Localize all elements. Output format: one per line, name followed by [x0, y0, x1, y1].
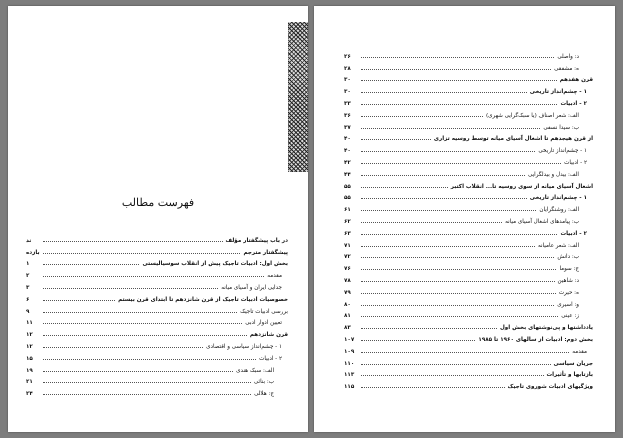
toc-entry-title: ه: مشفقی: [554, 65, 579, 72]
toc-entry: [344, 72, 593, 84]
toc-entry-page: ۲۶: [344, 53, 351, 60]
toc-entry: [26, 338, 288, 350]
toc-entry: [344, 95, 593, 107]
dot-leader: [43, 394, 251, 395]
toc-entry: [344, 296, 593, 308]
toc-title: فهرست مطالب: [121, 196, 195, 209]
toc-entry-title: یادداشتها و پی‌نوشتهای بخش اول: [499, 325, 593, 332]
toc-entry-title: از قرن هیجدهم تا اشغال آسیای میانه توسط روسیه تزاری: [433, 136, 593, 143]
toc-entry: [344, 225, 593, 237]
dot-leader: [361, 257, 554, 258]
toc-entry-page: ۸۱: [344, 313, 351, 320]
toc-entry: [26, 256, 288, 268]
dot-leader: [361, 210, 536, 211]
dot-leader: [361, 281, 555, 282]
toc-entry-title: ۱ - چشم‌انداز تاریخی: [538, 148, 587, 155]
toc-entry-page: ۲۸: [344, 65, 351, 72]
toc-entry: [344, 131, 593, 143]
dot-leader: [361, 139, 431, 140]
dot-leader: [361, 57, 554, 58]
toc-entry: [26, 244, 288, 256]
toc-entry-title: ب: بنائی: [253, 379, 274, 386]
toc-entry: [26, 385, 288, 397]
toc-entry-title: الف: شعر عامیانه: [538, 242, 579, 249]
dot-leader: [361, 269, 556, 270]
toc-entry-title: مقدمه: [267, 273, 282, 280]
toc-entry-page: ۱۱۰: [344, 360, 355, 367]
toc-entry-title: ۱ - چشم‌انداز تاریخی: [529, 89, 587, 96]
dot-leader: [361, 375, 544, 376]
toc-entry-page: ۲: [26, 273, 30, 280]
toc-entry-page: ۴۰: [344, 148, 351, 155]
toc-entry-title: اشغال آسیای میانه از سوی روسیه تا... انقلاب اکتبر: [450, 183, 593, 190]
dot-leader: [361, 151, 535, 152]
right-page: [314, 6, 615, 432]
toc-entry-title: در باب پیشگفتار مؤلف: [225, 237, 288, 244]
toc-entry: [344, 272, 593, 284]
dot-leader: [43, 288, 218, 289]
toc-entry-page: ۴۴: [344, 171, 351, 178]
toc-entry: [26, 315, 288, 327]
dot-leader: [43, 347, 203, 348]
toc-entry-page: ۳: [26, 284, 30, 291]
dot-leader: [361, 69, 551, 70]
toc-entry: [344, 142, 593, 154]
toc-entry-title: خصوصیات ادبیات تاجیک از قرن شانزدهم تا ابتدای قرن بیستم: [118, 296, 288, 303]
toc-entry-page: ۳۰: [344, 77, 351, 84]
toc-entry-page: ۱۰۷: [344, 336, 355, 343]
dot-leader: [43, 241, 223, 242]
toc-entry-page: ۶۱: [344, 207, 351, 214]
toc-entry: [344, 308, 593, 320]
dot-leader: [361, 246, 535, 247]
toc-entry-page: ۳۷: [344, 124, 351, 131]
toc-entry-page: ۷۲: [344, 254, 351, 261]
toc-entry-page: ۶۲: [344, 218, 351, 225]
toc-entry-page: ۷۱: [344, 242, 351, 249]
toc-entry-title: جدایی ایران و آسیای میانه: [221, 284, 282, 291]
toc-entry-title: مقدمه: [572, 348, 587, 355]
toc-entry-page: ۷۹: [344, 289, 351, 296]
toc-entry-page: ۲۱: [26, 379, 33, 386]
toc-entry-page: ۸۳: [344, 325, 351, 332]
toc-entry: [344, 284, 593, 296]
toc-entry-page: ۳۶: [344, 112, 351, 119]
toc-entry-page: ۶۳: [344, 230, 351, 237]
toc-entry-title: جریان سیاسی: [553, 360, 593, 367]
toc-entry-title: الف: بیدل و بیدلگرایی: [527, 171, 579, 178]
toc-entry: [344, 201, 593, 213]
dot-leader: [43, 359, 256, 360]
dot-leader: [43, 276, 264, 277]
left-page: [8, 6, 308, 432]
dot-leader: [43, 371, 233, 372]
toc-entry-title: د: واصلی: [557, 53, 579, 60]
toc-entry-title: الف: شعر اصناف (یا سبک‌گرایی شهری): [485, 112, 579, 119]
dot-leader: [361, 187, 448, 188]
toc-entry-title: ب: سیدا نسفی: [543, 124, 579, 131]
toc-entry: [344, 319, 593, 331]
dot-leader: [43, 323, 242, 324]
toc-entry: [344, 166, 593, 178]
toc-list-left: [26, 232, 288, 397]
dot-leader: [361, 175, 525, 176]
toc-entry: [344, 237, 593, 249]
toc-entry: [26, 326, 288, 338]
toc-entry-page: ۵۵: [344, 183, 351, 190]
dot-leader: [361, 293, 556, 294]
page-edge-hatching: [288, 22, 308, 172]
dot-leader: [361, 116, 483, 117]
dot-leader: [361, 328, 497, 329]
toc-entry-title: بررسی ادبیات تاجیک: [240, 308, 288, 315]
toc-entry: [344, 260, 593, 272]
dot-leader: [361, 92, 527, 93]
toc-entry-title: بازتابها و تأثیرات: [546, 372, 593, 379]
toc-entry-page: ۶: [26, 296, 30, 303]
toc-entry: [26, 374, 288, 386]
toc-entry-title: ویژگیهای ادبیات شوروی تاجیک: [507, 384, 593, 391]
toc-entry: [344, 107, 593, 119]
dot-leader: [361, 305, 554, 306]
toc-entry: [344, 190, 593, 202]
dot-leader: [43, 335, 247, 336]
toc-entry: [26, 279, 288, 291]
dot-leader: [361, 80, 557, 81]
toc-entry-page: ۱۵: [26, 355, 33, 362]
toc-entry: [344, 378, 593, 390]
toc-entry-page: ۸۰: [344, 301, 351, 308]
toc-entry: [344, 154, 593, 166]
toc-entry-page: ۱۹: [26, 367, 33, 374]
toc-entry: [26, 350, 288, 362]
toc-entry-page: ۱۲: [26, 332, 33, 339]
dot-leader: [43, 312, 237, 313]
toc-entry-title: ه: حیرت: [558, 289, 579, 296]
toc-entry-title: قرن شانزدهم: [249, 332, 288, 339]
toc-entry-title: تعیین ادوار ادبی: [245, 320, 282, 327]
dot-leader: [43, 264, 139, 265]
toc-entry-page: ۲۴: [26, 391, 33, 398]
toc-entry-page: ۱۱: [26, 320, 33, 327]
toc-entry-page: ۱۱۵: [344, 384, 355, 391]
toc-entry: [344, 355, 593, 367]
toc-entry-title: قرن هفدهم: [559, 77, 593, 84]
dot-leader: [361, 222, 502, 223]
toc-entry-title: ۲ - ادبیات: [560, 230, 587, 237]
dot-leader: [361, 198, 527, 199]
toc-entry-title: الف: روشنگرایان: [539, 207, 579, 214]
toc-entry-page: ند: [26, 237, 32, 244]
toc-entry-title: بخش دوم: ادبیات از سالهای ۱۹۶۰ تا ۱۹۸۵: [478, 336, 593, 343]
toc-entry: [26, 291, 288, 303]
toc-entry-page: ۱۲: [26, 343, 33, 350]
toc-entry-title: ب: دانش: [557, 254, 579, 261]
toc-entry-title: پیشگفتار مترجم: [243, 249, 288, 256]
toc-entry: [26, 362, 288, 374]
toc-entry: [344, 343, 593, 355]
dot-leader: [361, 340, 475, 341]
dot-leader: [43, 382, 251, 383]
dot-leader: [361, 316, 558, 317]
toc-entry-title: ب: پیامدهای اشغال آسیای میانه: [505, 218, 579, 225]
toc-entry-title: ۱ - چشم‌انداز سیاسی و اقتصادی: [206, 343, 282, 350]
toc-entry-title: ۱ - چشم‌انداز تاریخی: [529, 195, 587, 202]
toc-entry: [344, 48, 593, 60]
toc-entry-title: ۲ - ادبیات: [259, 355, 282, 362]
toc-entry: [344, 119, 593, 131]
dot-leader: [43, 253, 240, 254]
dot-leader: [361, 128, 540, 129]
toc-entry-title: ج: سوما: [559, 266, 579, 273]
toc-entry-page: ۹: [26, 308, 30, 315]
toc-list-right: [344, 48, 593, 390]
dot-leader: [43, 300, 115, 301]
toc-entry: [344, 331, 593, 343]
toc-entry: [344, 83, 593, 95]
toc-entry: [26, 267, 288, 279]
toc-entry: [26, 303, 288, 315]
toc-entry: [344, 249, 593, 261]
toc-entry-page: ۳۳: [344, 100, 351, 107]
dot-leader: [361, 364, 551, 365]
toc-entry-page: بازده: [26, 249, 40, 256]
toc-entry-page: ۱۰۹: [344, 348, 355, 355]
toc-entry-title: و: اسیری: [557, 301, 579, 308]
dot-leader: [361, 387, 505, 388]
toc-entry-page: ۴۲: [344, 159, 351, 166]
toc-entry-title: ز: عینی: [561, 313, 579, 320]
toc-entry-title: الف: سبک هندی: [236, 367, 274, 374]
toc-entry-page: ۱۱۳: [344, 372, 355, 379]
toc-entry-title: ۲ - ادبیات: [560, 100, 587, 107]
toc-entry: [344, 367, 593, 379]
toc-entry-page: ۷۸: [344, 277, 351, 284]
toc-entry: [344, 178, 593, 190]
toc-entry-page: ۴۰: [344, 136, 351, 143]
toc-entry-page: ۷۶: [344, 266, 351, 273]
toc-entry: [26, 232, 288, 244]
toc-entry-page: ۳۰: [344, 89, 351, 96]
toc-entry-page: ۵۵: [344, 195, 351, 202]
toc-entry-page: ۱: [26, 261, 30, 268]
dot-leader: [361, 234, 557, 235]
toc-entry-title: ج: هلالی: [254, 391, 274, 398]
toc-entry-title: د: شاهین: [557, 277, 579, 284]
dot-leader: [361, 163, 561, 164]
toc-entry-title: ۲ - ادبیات: [564, 159, 587, 166]
toc-entry: [344, 213, 593, 225]
dot-leader: [361, 352, 569, 353]
toc-entry-title: بخش اول: ادبیات تاجیک پیش از انقلاب سوسیالیستی: [142, 261, 288, 268]
toc-entry: [344, 60, 593, 72]
dot-leader: [361, 104, 557, 105]
